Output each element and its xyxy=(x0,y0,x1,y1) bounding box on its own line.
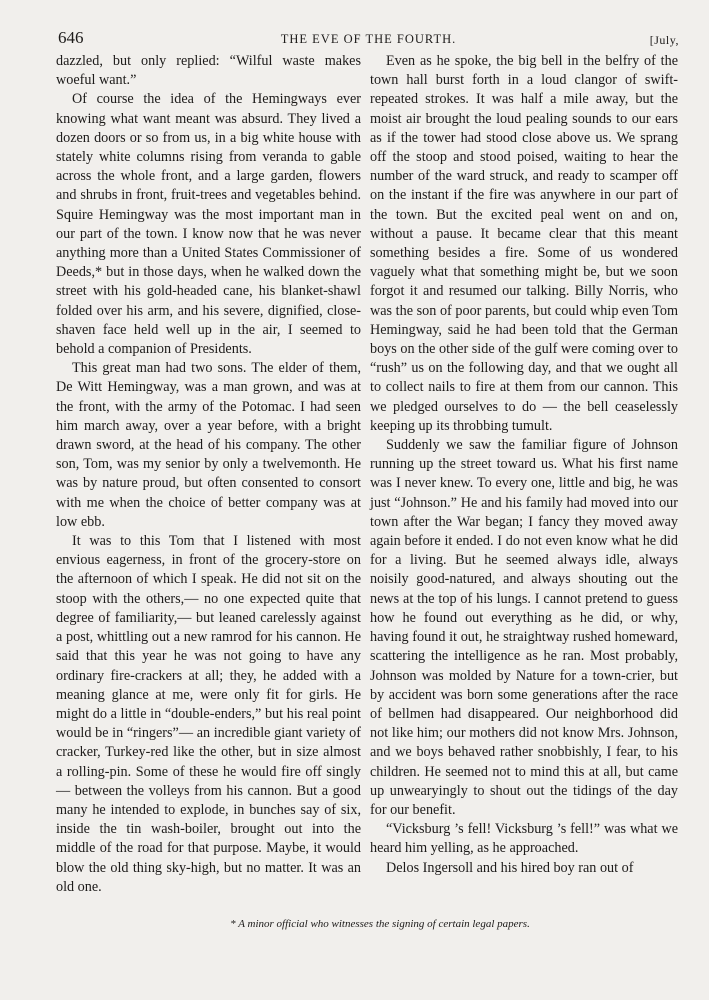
paragraph: Suddenly we saw the familiar figure of Johnson running up the street toward us. What his first name was I never knew. To every one, little and big, he was just “Johnson.” He and his family had moved into our town after the War began; I fancy they moved away again before it ended. I do not even know what he did for a living. But he seemed always idle, always noisily good-natured, and always shouting out the news at the top of his lungs. I cannot pretend to guess how he found out everything as he did, or why, having found it out, he straightway rushed homeward, scattering the intelligence as he ran. Most probably, Johnson was molded by Nature for a town-crier, but by accident was born some generations after the race of bellmen had disappeared. Our neighborhood did not like him; our mothers did not know Mrs. Johnson, and we boys behaved rather snobbishly, I fear, to his children. He seemed not to mind this at all, but came up unwearyingly to shout out the tidings of the day for our benefit. xyxy=(370,437,678,818)
paragraph: Of course the idea of the Hemingways ever knowing what want meant was absurd. They lived a dozen doors or so from us, in a big white house with stately white columns rising from veranda to gable across the whole front, and a large garden, flowers and shrubs in front, fruit-trees and vegetables behind. Squire Hemingway was the most important man in our part of the town. I know now that he was never anything more than a United States Commissioner of Deeds,* but in those days, when he walked down the street with his gold-headed cane, his blanket-shawl folded over his arm, and his severe, dignified, close-shaven face held well up in the air, I seemed to behold a companion of Presidents. xyxy=(56,91,361,358)
page-number: 646 xyxy=(58,28,84,47)
paragraph: “Vicksburg ’s fell! Vicksburg ’s fell!” was what we heard him yelling, as he approached. xyxy=(370,821,678,857)
paragraph: Delos Ingersoll and his hired boy ran out of xyxy=(386,859,634,876)
left-column xyxy=(56,52,361,897)
running-header xyxy=(58,30,679,52)
footnote: * A minor official who witnesses the signing of certain legal papers. xyxy=(230,918,530,930)
month-label: [July, xyxy=(649,33,679,47)
paragraph: dazzled, but only replied: “Wilful waste makes woeful want.” xyxy=(56,53,361,89)
paragraph: Even as he spoke, the big bell in the belfry of the town hall burst forth in a loud clangor of swift-repeated strokes. It was half a mile away, but the moist air brought the loud pealing sounds to our ears as if the tower had stood close above us. We sprang off the stoop and stood poised, waiting to hear the number of the ward struck, and ready to scamper off on the instant if the fire was anywhere in our part of the town. But the excited peal went on and on, without a pause. It became clear that this meant something besides a fire. Some of us wondered vaguely what that something might be, but we soon forgot it and resumed our talking. Billy Norris, who was the son of poor parents, but could whip even Tom Hemingway, said he had been told that the German boys on the other side of the gulf were coming over to “rush” us on the following day, and that we ought all to collect nails to fire at them from our cannon. This we pledged ourselves to do — the bell ceaselessly keeping up its throbbing tumult. xyxy=(370,53,678,434)
paragraph: This great man had two sons. The elder of them, De Witt Hemingway, was a man grown, and was at the front, with the army of the Potomac. I had seen him march away, over a year before, with a bright drawn sword, at the head of his company. The other son, Tom, was my senior by only a twelvemonth. He was by nature proud, but often consented to consort with me when the choice of better company was at low ebb. xyxy=(56,360,361,530)
running-title: THE EVE OF THE FOURTH. xyxy=(280,32,457,46)
right-column xyxy=(370,52,678,878)
paragraph: It was to this Tom that I listened with most envious eagerness, in front of the grocery-store on the afternoon of which I speak. He did not sit on the stoop with the others,— no one expected quite that degree of familiarity,— but leaned carelessly against a post, whittling out a new ramrod for his cannon. He said that this year he was not going to have any ordinary fire-crackers at all; they, he added with a meaning glance at me, were only fit for girls. He might do a little in “double-enders,” but his real point would be in “ringers”— an incredible giant variety of cracker, Turkey-red like the other, but in size almost a rolling-pin. Some of these he would fire off singly — between the volleys from his cannon. But a good many he intended to explode, in bunches say of six, inside the tin wash-boiler, brought out into the middle of the road for that purpose. Maybe, it would blow the old thing sky-high, but no matter. It was an old one. xyxy=(56,533,361,895)
